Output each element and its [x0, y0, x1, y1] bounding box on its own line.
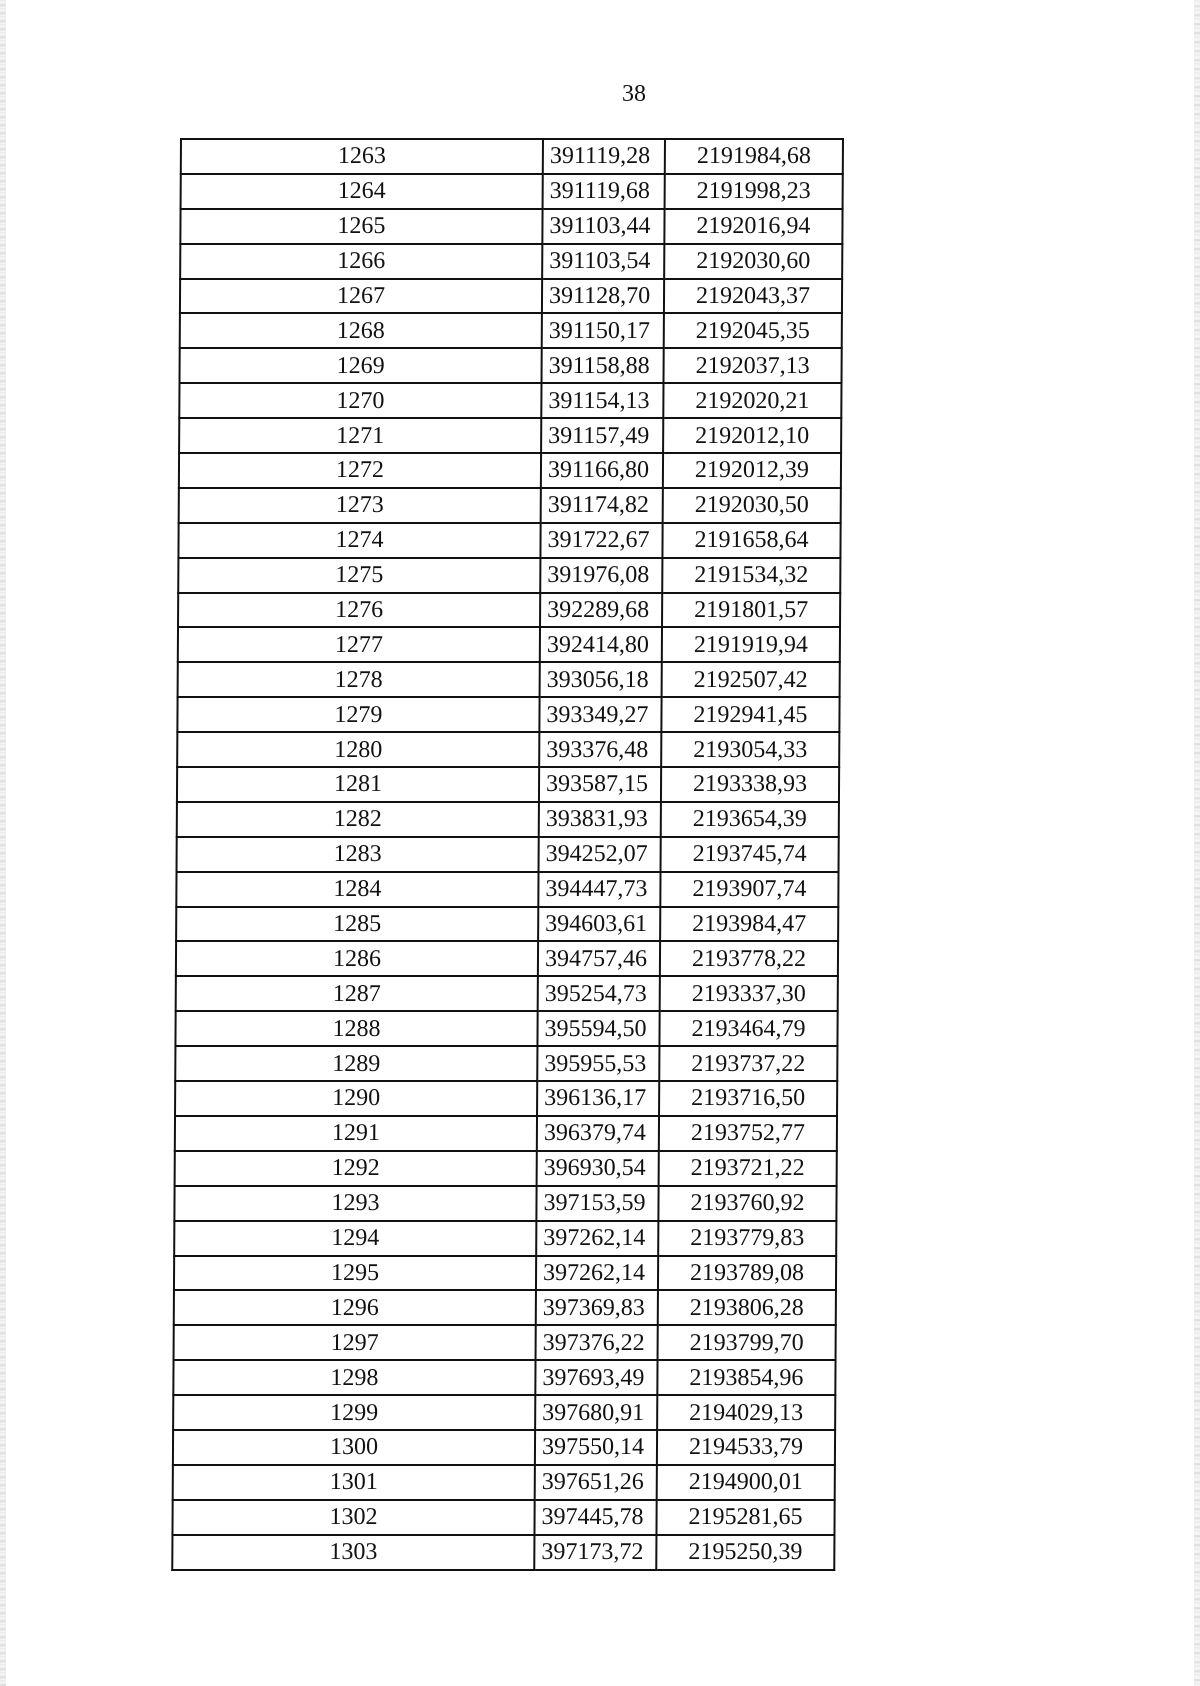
table-row	[176, 907, 838, 942]
point-number-cell: 1292	[175, 1151, 537, 1186]
point-number-cell: 1287	[176, 976, 538, 1011]
table-row	[177, 837, 839, 872]
y-coordinate-cell: 2192030,60	[664, 244, 842, 279]
y-coordinate-cell: 2192012,39	[663, 453, 841, 488]
y-coordinate-cell: 2193054,33	[661, 732, 839, 767]
point-number-cell: 1270	[179, 383, 541, 418]
y-coordinate-cell: 2191534,32	[662, 558, 840, 593]
table-row	[179, 418, 841, 453]
x-coordinate-cell: 392289,68	[540, 593, 662, 628]
table-row	[177, 732, 839, 767]
y-coordinate-cell: 2193907,74	[660, 872, 838, 907]
scan-edge-right	[1194, 0, 1200, 1686]
point-number-cell: 1285	[176, 907, 538, 942]
table-row	[173, 1465, 835, 1500]
x-coordinate-cell: 391150,17	[542, 313, 664, 348]
table-row	[174, 1325, 836, 1360]
scan-edge-left	[0, 0, 6, 1686]
point-number-cell: 1275	[178, 558, 540, 593]
point-number-cell: 1281	[177, 767, 539, 802]
point-number-cell: 1288	[175, 1011, 537, 1046]
y-coordinate-cell: 2192016,94	[664, 209, 842, 244]
y-coordinate-cell: 2193799,70	[658, 1325, 836, 1360]
x-coordinate-cell: 397693,49	[535, 1360, 657, 1395]
table-row	[176, 941, 838, 976]
point-number-cell: 1284	[176, 872, 538, 907]
y-coordinate-cell: 2191919,94	[662, 627, 840, 662]
point-number-cell: 1263	[181, 139, 543, 174]
y-coordinate-cell: 2193464,79	[659, 1011, 837, 1046]
point-number-cell: 1265	[180, 209, 542, 244]
point-number-cell: 1282	[177, 802, 539, 837]
y-coordinate-cell: 2191801,57	[662, 593, 840, 628]
table-row	[174, 1290, 836, 1325]
table-row	[173, 1395, 835, 1430]
table-row	[174, 1256, 836, 1291]
point-number-cell: 1272	[179, 453, 541, 488]
point-number-cell: 1278	[178, 662, 540, 697]
point-number-cell: 1296	[174, 1290, 536, 1325]
table-row	[172, 1500, 834, 1535]
x-coordinate-cell: 394603,61	[538, 907, 660, 942]
y-coordinate-cell: 2192507,42	[662, 662, 840, 697]
x-coordinate-cell: 391157,49	[541, 418, 663, 453]
table-row	[178, 558, 840, 593]
y-coordinate-cell: 2194029,13	[657, 1395, 835, 1430]
point-number-cell: 1276	[178, 593, 540, 628]
x-coordinate-cell: 397262,14	[536, 1256, 658, 1291]
x-coordinate-cell: 391128,70	[542, 279, 664, 314]
point-number-cell: 1286	[176, 941, 538, 976]
y-coordinate-cell: 2192012,10	[663, 418, 841, 453]
y-coordinate-cell: 2195281,65	[656, 1500, 834, 1535]
y-coordinate-cell: 2192043,37	[664, 279, 842, 314]
x-coordinate-cell: 397173,72	[534, 1535, 656, 1570]
y-coordinate-cell: 2194900,01	[657, 1465, 835, 1500]
x-coordinate-cell: 396136,17	[537, 1081, 659, 1116]
point-number-cell: 1269	[180, 348, 542, 383]
table-row	[175, 1116, 837, 1151]
point-number-cell: 1273	[179, 488, 541, 523]
table-row	[175, 1081, 837, 1116]
x-coordinate-cell: 391976,08	[540, 558, 662, 593]
x-coordinate-cell: 397376,22	[536, 1325, 658, 1360]
y-coordinate-cell: 2192037,13	[664, 348, 842, 383]
x-coordinate-cell: 396379,74	[537, 1116, 659, 1151]
x-coordinate-cell: 391154,13	[541, 383, 663, 418]
table-row	[180, 209, 842, 244]
table-row	[180, 348, 842, 383]
x-coordinate-cell: 391166,80	[541, 453, 663, 488]
page-number: 38	[622, 81, 646, 107]
table-row	[181, 174, 843, 209]
point-number-cell: 1283	[177, 837, 539, 872]
x-coordinate-cell: 395254,73	[538, 976, 660, 1011]
x-coordinate-cell: 397651,26	[535, 1465, 657, 1500]
x-coordinate-cell: 393376,48	[539, 732, 661, 767]
y-coordinate-cell: 2191658,64	[662, 523, 840, 558]
x-coordinate-cell: 393831,93	[539, 802, 661, 837]
table-row	[178, 662, 840, 697]
y-coordinate-cell: 2193721,22	[659, 1151, 837, 1186]
point-number-cell: 1301	[173, 1465, 535, 1500]
y-coordinate-cell: 2193654,39	[661, 802, 839, 837]
point-number-cell: 1303	[172, 1535, 534, 1570]
y-coordinate-cell: 2193716,50	[659, 1081, 837, 1116]
table-row	[181, 139, 843, 174]
point-number-cell: 1290	[175, 1081, 537, 1116]
x-coordinate-cell: 397262,14	[536, 1221, 658, 1256]
table-row	[176, 976, 838, 1011]
x-coordinate-cell: 391119,28	[543, 139, 665, 174]
y-coordinate-cell: 2195250,39	[656, 1535, 834, 1570]
table-row	[178, 523, 840, 558]
x-coordinate-cell: 391174,82	[541, 488, 663, 523]
point-number-cell: 1295	[174, 1256, 536, 1291]
point-number-cell: 1279	[177, 697, 539, 732]
x-coordinate-cell: 397369,83	[536, 1290, 658, 1325]
point-number-cell: 1280	[177, 732, 539, 767]
table-row	[175, 1046, 837, 1081]
y-coordinate-cell: 2192045,35	[664, 313, 842, 348]
x-coordinate-cell: 395955,53	[537, 1046, 659, 1081]
x-coordinate-cell: 391103,54	[542, 244, 664, 279]
coordinates-table	[171, 138, 844, 1571]
point-number-cell: 1289	[175, 1046, 537, 1081]
y-coordinate-cell: 2191998,23	[665, 174, 843, 209]
y-coordinate-cell: 2192020,21	[663, 383, 841, 418]
x-coordinate-cell: 395594,50	[537, 1011, 659, 1046]
table-row	[180, 244, 842, 279]
table-row	[174, 1221, 836, 1256]
point-number-cell: 1266	[180, 244, 542, 279]
y-coordinate-cell: 2191984,68	[665, 139, 843, 174]
x-coordinate-cell: 391103,44	[542, 209, 664, 244]
x-coordinate-cell: 396930,54	[537, 1151, 659, 1186]
x-coordinate-cell: 393587,15	[539, 767, 661, 802]
y-coordinate-cell: 2193854,96	[657, 1360, 835, 1395]
y-coordinate-cell: 2193745,74	[661, 837, 839, 872]
table-row	[175, 1011, 837, 1046]
y-coordinate-cell: 2193789,08	[658, 1256, 836, 1291]
point-number-cell: 1297	[174, 1325, 536, 1360]
table-row	[177, 802, 839, 837]
point-number-cell: 1291	[175, 1116, 537, 1151]
point-number-cell: 1298	[173, 1360, 535, 1395]
table-row	[173, 1430, 835, 1465]
table-row	[175, 1151, 837, 1186]
point-number-cell: 1268	[180, 313, 542, 348]
x-coordinate-cell: 391158,88	[542, 348, 664, 383]
point-number-cell: 1300	[173, 1430, 535, 1465]
y-coordinate-cell: 2193338,93	[661, 767, 839, 802]
x-coordinate-cell: 393349,27	[539, 697, 661, 732]
point-number-cell: 1294	[174, 1221, 536, 1256]
x-coordinate-cell: 397445,78	[534, 1500, 656, 1535]
table-row	[177, 767, 839, 802]
point-number-cell: 1267	[180, 279, 542, 314]
point-number-cell: 1277	[178, 627, 540, 662]
x-coordinate-cell: 394252,07	[539, 837, 661, 872]
table-row	[178, 593, 840, 628]
y-coordinate-cell: 2193752,77	[659, 1116, 837, 1151]
table-row	[180, 313, 842, 348]
point-number-cell: 1299	[173, 1395, 535, 1430]
table-row	[173, 1360, 835, 1395]
y-coordinate-cell: 2193737,22	[659, 1046, 837, 1081]
x-coordinate-cell: 392414,80	[540, 627, 662, 662]
x-coordinate-cell: 393056,18	[540, 662, 662, 697]
x-coordinate-cell: 391119,68	[543, 174, 665, 209]
table-row	[177, 697, 839, 732]
y-coordinate-cell: 2193806,28	[658, 1290, 836, 1325]
point-number-cell: 1271	[179, 418, 541, 453]
y-coordinate-cell: 2194533,79	[657, 1430, 835, 1465]
y-coordinate-cell: 2193779,83	[658, 1221, 836, 1256]
table-row	[176, 872, 838, 907]
table-row	[178, 627, 840, 662]
point-number-cell: 1302	[172, 1500, 534, 1535]
x-coordinate-cell: 397550,14	[535, 1430, 657, 1465]
table-row	[180, 279, 842, 314]
y-coordinate-cell: 2193337,30	[660, 976, 838, 1011]
x-coordinate-cell: 391722,67	[540, 523, 662, 558]
y-coordinate-cell: 2193778,22	[660, 941, 838, 976]
x-coordinate-cell: 394447,73	[538, 872, 660, 907]
point-number-cell: 1264	[181, 174, 543, 209]
y-coordinate-cell: 2193760,92	[658, 1186, 836, 1221]
table-row	[172, 1535, 834, 1570]
x-coordinate-cell: 394757,46	[538, 941, 660, 976]
point-number-cell: 1274	[178, 523, 540, 558]
y-coordinate-cell: 2193984,47	[660, 907, 838, 942]
table-row	[174, 1186, 836, 1221]
table-row	[179, 383, 841, 418]
y-coordinate-cell: 2192941,45	[661, 697, 839, 732]
x-coordinate-cell: 397680,91	[535, 1395, 657, 1430]
table-row	[179, 488, 841, 523]
coordinates-table-body	[172, 139, 843, 1570]
x-coordinate-cell: 397153,59	[536, 1186, 658, 1221]
y-coordinate-cell: 2192030,50	[663, 488, 841, 523]
point-number-cell: 1293	[174, 1186, 536, 1221]
table-row	[179, 453, 841, 488]
